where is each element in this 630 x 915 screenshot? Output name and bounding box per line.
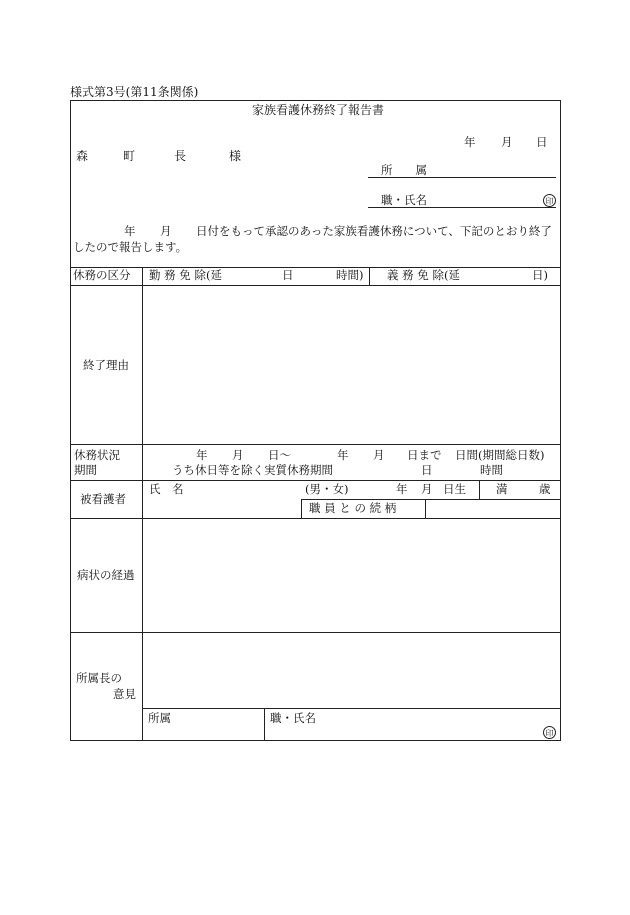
row-divider [70,285,561,286]
addressee-2: 町 [123,149,136,163]
status-until: 日まで [407,448,442,462]
affiliation-label: 所 属 [381,163,427,177]
row-divider [70,480,561,481]
addressee-3: 長 [174,149,187,163]
name-label: 職・氏名 [381,193,427,207]
status-day-tilde: 日～ [268,448,291,462]
date-month: 月 [501,135,513,149]
classification-label: 休務の区分 [73,268,131,282]
status-year-1: 年 [196,448,208,462]
row-divider [70,267,561,268]
duty-exempt-label: 義 務 免 除(延 [387,268,460,282]
column-divider [369,267,370,285]
head-affiliation-label: 所属 [148,711,171,725]
status-sub-day: 日 [421,463,433,477]
status-sub-hours: 時間 [480,463,503,477]
statement-year: 年 [124,224,136,238]
seal-mark: 印 [543,194,556,207]
status-label-1: 休務状況 [74,448,120,462]
duty-exempt-day: 日) [532,268,548,282]
head-name-label: 職・氏名 [270,711,316,725]
patient-birth-year: 年 [396,482,408,496]
date-day: 日 [536,135,548,149]
column-divider [425,499,426,518]
name-underline [368,207,556,208]
statement-line1: 日付をもって承認のあった家族看護休務について、下記のとおり終了 [196,224,552,238]
status-month-1: 月 [232,448,244,462]
date-year: 年 [464,135,476,149]
work-exempt-hours: 時間) [336,268,364,282]
status-label-2: 期間 [74,463,97,477]
work-exempt-day: 日 [282,268,294,282]
report-form [70,100,561,741]
head-opinion-label-2: 意見 [113,687,136,701]
column-divider [479,480,480,499]
work-exempt-label: 勤 務 免 除(延 [149,268,222,282]
relation-label: 職 員 と の 続 柄 [309,501,397,515]
status-total: 日間(期間総日数) [455,448,545,462]
status-month-2: 月 [373,448,385,462]
form-number: 様式第3号(第11条関係) [70,85,199,99]
patient-age-prefix: 満 [496,482,508,496]
patient-age-suffix: 歳 [539,482,551,496]
symptoms-label: 病状の経過 [77,568,135,582]
status-year-2: 年 [337,448,349,462]
statement-month: 月 [160,224,172,238]
row-divider [142,518,561,519]
patient-name-label: 氏 名 [149,482,184,496]
form-title: 家族看護休務終了報告書 [252,103,385,117]
end-reason-label: 終了理由 [83,358,129,372]
column-divider [301,499,302,518]
row-divider [70,632,561,633]
status-subline: うち休日等を除く実質休務期間 [172,463,333,477]
row-divider [70,444,561,445]
statement-line2: したので報告します。 [73,240,188,254]
column-divider [264,708,265,741]
patient-birth-day: 日生 [443,482,466,496]
addressee-4: 様 [229,149,242,163]
head-seal-mark: 印 [543,726,556,739]
row-divider [142,708,561,709]
patient-gender: (男・女) [305,482,349,496]
patient-birth-month: 月 [421,482,433,496]
patient-label: 被看護者 [80,492,126,506]
row-divider [301,499,561,500]
head-opinion-label-1: 所属長の [76,671,122,685]
row-divider [70,518,142,519]
affiliation-underline [368,177,556,178]
addressee-1: 森 [76,149,89,163]
label-column-divider [142,267,143,741]
